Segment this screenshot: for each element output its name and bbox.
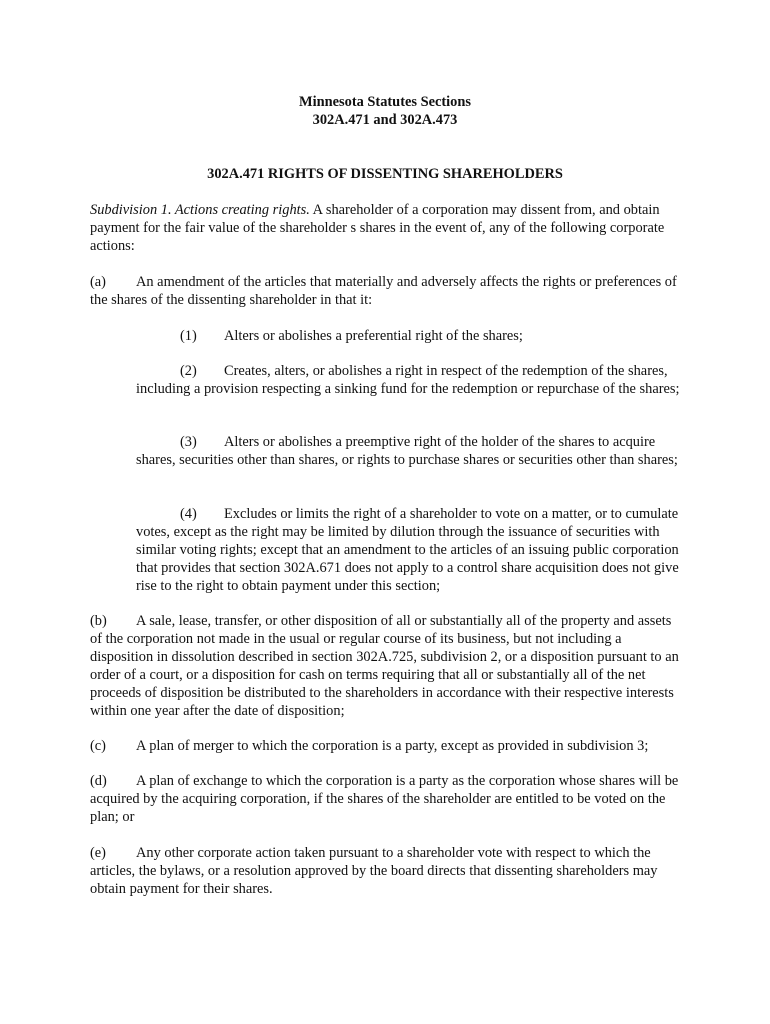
sub-item-1-label: (1)	[180, 328, 197, 344]
sub-item-4	[136, 505, 680, 595]
sub-item-3	[136, 433, 680, 469]
document-title-line2: 302A.471 and 302A.473	[312, 112, 458, 128]
item-a-text: An amendment of the articles that materially and adversely affects the rights or preferences of the shares of the dissenting shareholder in that it:	[90, 274, 677, 308]
item-e-label: (e)	[90, 845, 106, 861]
item-a-paragraph	[90, 273, 680, 309]
sub-item-2-label: (2)	[180, 363, 197, 379]
item-b-paragraph	[90, 612, 680, 720]
item-d-label: (d)	[90, 773, 107, 789]
sub-item-3-label: (3)	[180, 434, 197, 450]
item-e-text: Any other corporate action taken pursuant to a shareholder vote with respect to which the articles, the bylaws, or a resolution approved by the board directs that dissenting shareholders may obtain payment for their shares.	[90, 845, 658, 897]
item-c-text: A plan of merger to which the corporation is a party, except as provided in subdivision 3;	[136, 738, 649, 754]
sub-item-2	[136, 362, 680, 398]
sub-item-3-text: Alters or abolishes a preemptive right of the holder of the shares to acquire shares, securities other than shares, or rights to purchase shares or securities other than shares;	[136, 434, 678, 468]
item-c-label: (c)	[90, 738, 106, 754]
sub-item-2-text: Creates, alters, or abolishes a right in respect of the redemption of the shares, including a provision respecting a sinking fund for the redemption or repurchase of the shares;	[136, 363, 680, 397]
item-c-paragraph	[90, 737, 680, 755]
item-b-label: (b)	[90, 613, 107, 629]
subdivision-1-text: A shareholder of a corporation may dissent from, and obtain payment for the fair value of the shareholder s shares in the event of, any of the following corporate actions:	[90, 202, 665, 254]
subdivision-1-paragraph	[90, 201, 680, 255]
section-heading: 302A.471 RIGHTS OF DISSENTING SHAREHOLDERS	[207, 166, 563, 182]
sub-item-4-label: (4)	[180, 506, 197, 522]
item-b-text: A sale, lease, transfer, or other disposition of all or substantially all of the property and assets of the corporation not made in the usual or regular course of its business, but not including a disposition in dissolution described in section 302A.725, subdivision 2, or a disposition pursuant to an order of a court, or a disposition for cash on terms requiring that all or substantially all of the net proceeds of disposition be distributed to the shareholders in accordance with their respective interests within one year after the date of disposition;	[90, 613, 679, 719]
subdivision-1-label: Subdivision 1. Actions creating rights.	[90, 202, 310, 218]
item-a-label: (a)	[90, 274, 106, 290]
item-d-paragraph	[90, 772, 680, 826]
sub-item-1	[136, 327, 680, 345]
sub-item-4-text: Excludes or limits the right of a shareholder to vote on a matter, or to cumulate votes, except as the right may be limited by dilution through the issuance of securities with similar voting rights; except that an amendment to the articles of an issuing public corporation that provides that section 302A.671 does not apply to a control share acquisition does not give rise to the right to obtain payment under this section;	[136, 506, 679, 594]
item-d-text: A plan of exchange to which the corporation is a party as the corporation whose shares will be acquired by the acquiring corporation, if the shares of the shareholder are entitled to be voted on the plan; or	[90, 773, 679, 825]
sub-item-1-text: Alters or abolishes a preferential right of the shares;	[224, 328, 523, 344]
item-e-paragraph	[90, 844, 680, 898]
document-title-line1: Minnesota Statutes Sections	[299, 94, 471, 110]
